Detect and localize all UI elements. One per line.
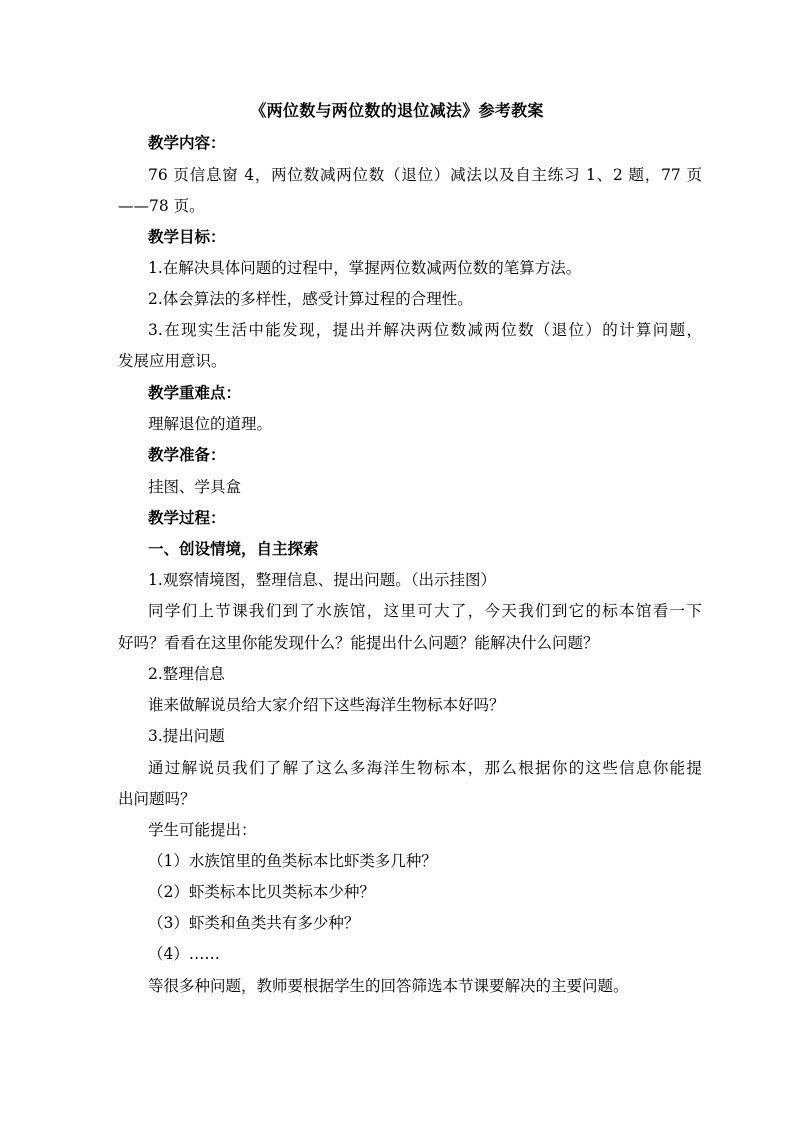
paragraph-line: 3.在现实生活中能发现，提出并解决两位数减两位数（退位）的计算问题， xyxy=(148,321,702,339)
list-item: （3）虾类和鱼类共有多少种？ xyxy=(148,914,360,932)
paragraph-line: 出问题吗？ xyxy=(118,790,196,808)
list-item: （4）…… xyxy=(148,945,220,963)
paragraph-line: 学生可能提出： xyxy=(148,821,257,839)
paragraph-line: 2.整理信息 xyxy=(148,665,225,683)
paragraph-line: 好吗？看看在这里你能发现什么？能提出什么问题？能解决什么问题？ xyxy=(118,634,599,652)
paragraph-line: 同学们上节课我们到了水族馆，这里可大了，今天我们到它的标本馆看一下 xyxy=(148,602,702,620)
section-heading: 一、创设情境，自主探索 xyxy=(148,539,319,558)
heading-teaching-goals: 教学目标： xyxy=(148,227,226,246)
document-title: 《两位数与两位数的退位减法》参考教案 xyxy=(250,101,544,120)
paragraph-line: 等很多种问题，教师要根据学生的回答筛选本节课要解决的主要问题。 xyxy=(148,977,629,995)
paragraph-line: 3.提出问题 xyxy=(148,727,225,745)
paragraph-line: 发展应用意识。 xyxy=(118,352,227,370)
heading-teaching-content: 教学内容： xyxy=(148,133,226,152)
heading-key-points: 教学重难点： xyxy=(148,383,242,402)
paragraph-line: 挂图、学具盒 xyxy=(148,478,242,496)
paragraph-line: ——78 页。 xyxy=(118,197,205,215)
paragraph-line: 1.观察情境图，整理信息、提出问题。（出示挂图） xyxy=(148,571,497,589)
paragraph-line: 76 页信息窗 4，两位数减两位数（退位）减法以及自主练习 1、2 题，77 页 xyxy=(148,166,702,184)
paragraph-line: 通过解说员我们了解了这么多海洋生物标本，那么根据你的这些信息你能提 xyxy=(148,759,702,777)
paragraph-line: 1.在解决具体问题的过程中，掌握两位数减两位数的笔算方法。 xyxy=(148,259,582,277)
paragraph-line: 2.体会算法的多样性，感受计算过程的合理性。 xyxy=(148,290,473,308)
paragraph-line: 谁来做解说员给大家介绍下这些海洋生物标本好吗？ xyxy=(148,696,505,714)
list-item: （2）虾类标本比贝类标本少种？ xyxy=(148,883,375,901)
heading-process: 教学过程： xyxy=(148,508,226,527)
heading-preparation: 教学准备： xyxy=(148,445,226,464)
paragraph-line: 理解退位的道理。 xyxy=(148,415,273,433)
list-item: （1）水族馆里的鱼类标本比虾类多几种？ xyxy=(148,852,437,870)
